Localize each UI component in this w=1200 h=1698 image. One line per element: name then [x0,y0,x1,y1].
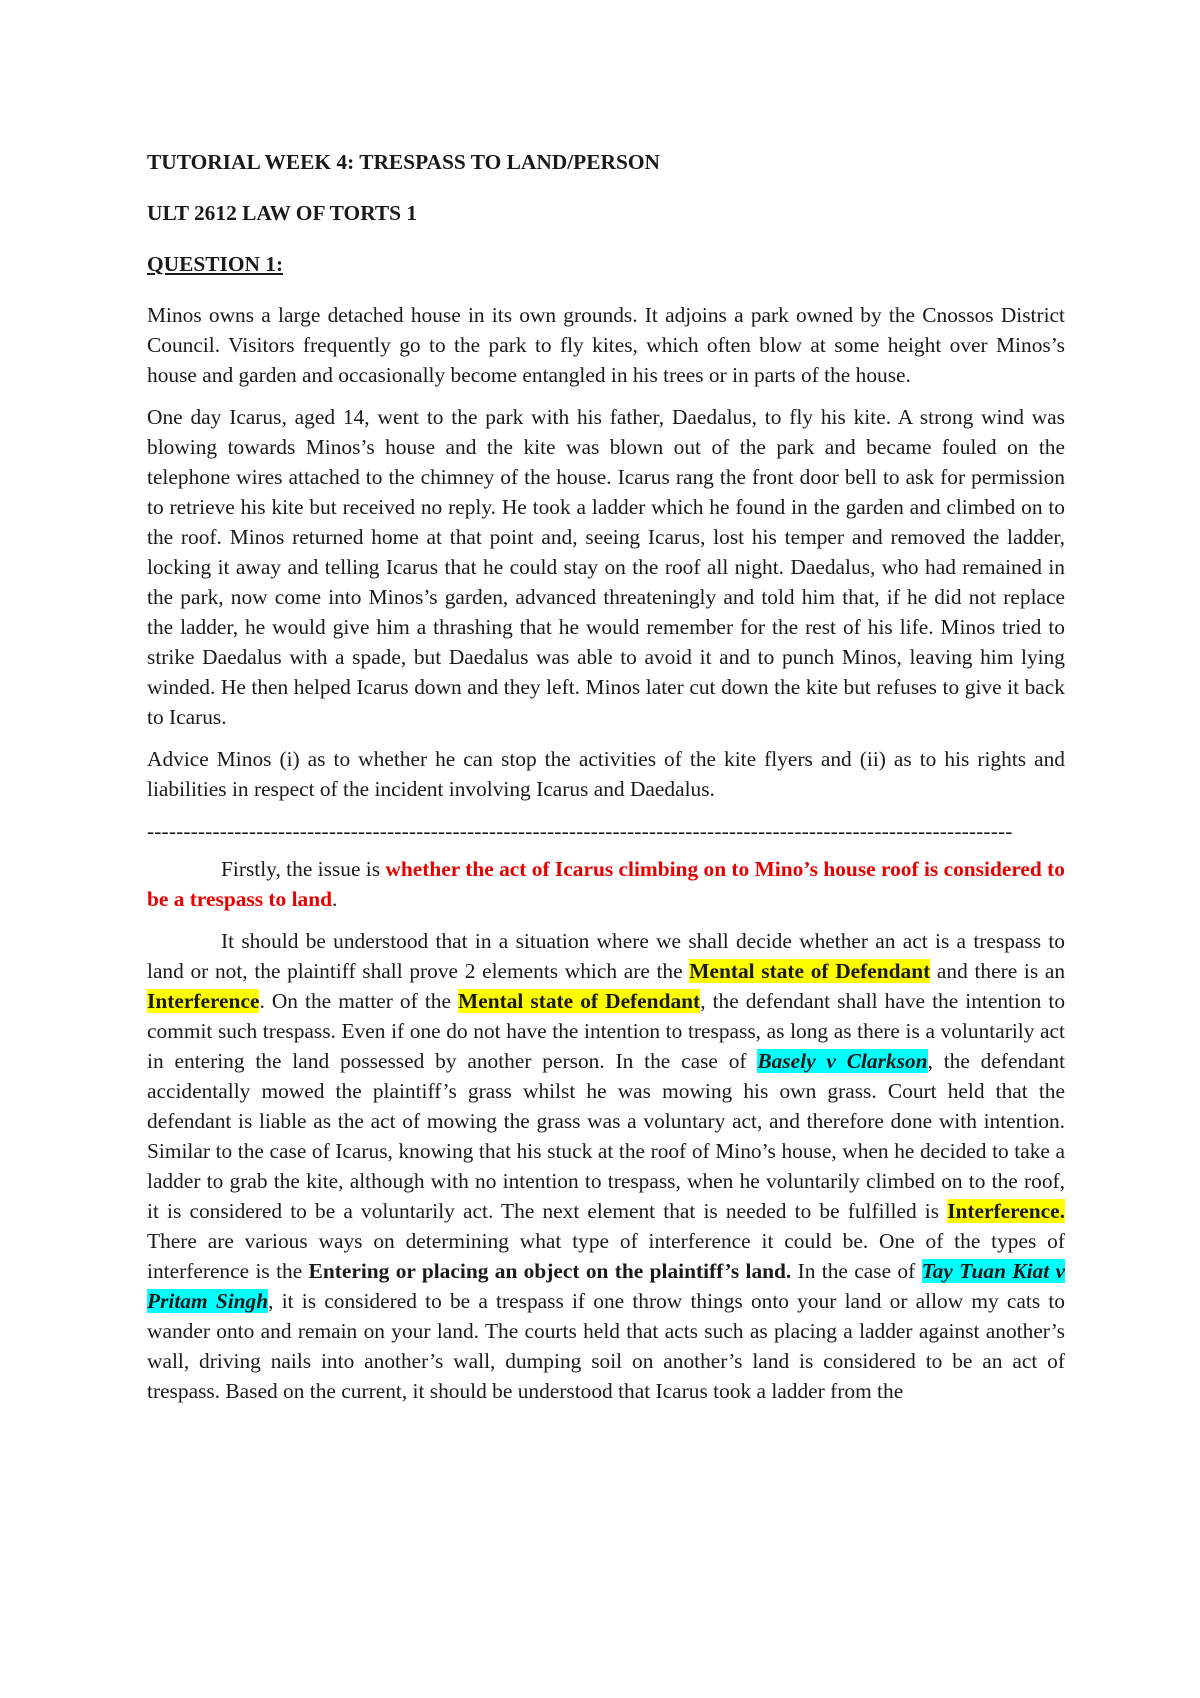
analysis-text: , it is considered to be a trespass if one throw things onto your land or allow my cats to wander onto and remain on your land. The courts held that acts such as placing a ladder against another’s wall, driving nails into another’s wall, dumping soil on another’s land is considered to be an act of trespass. Based on the current, it should be understood that Icarus took a ladder from the [147,1289,1066,1403]
bold-phrase: Entering or placing an object on the plaintiff’s land. [308,1259,792,1283]
case-citation: Tay Tuan Kiat v Pritam Singh [147,1259,1065,1313]
highlight-interference: Interference [147,989,260,1013]
answer-analysis-paragraph [147,926,1065,1406]
analysis-text: There are various ways on determining what type of interference it could be. One of the types of interference is the [147,1229,1065,1283]
analysis-text: , the defendant accidentally mowed the plaintiff’s grass whilst he was mowing his own grass. Court held that the defendant is liable as the act of mowing the grass was a voluntary act, and therefore done with intention. Similar to the case of Icarus, knowing that his stuck at the roof of Mino’s house, when he decided to take a ladder to grab the kite, although with no intention to trespass, when he voluntarily climbed on to the roof, it is considered to be a voluntarily act. The next element that is needed to be fulfilled is [147,1049,1066,1223]
issue-intro: Firstly, the issue is [221,857,386,881]
document-page [147,147,1065,1418]
highlight-interference: Interference. [947,1199,1065,1223]
analysis-text: In the case of [791,1259,922,1283]
highlight-mental-state: Mental state of Defendant [689,959,931,983]
case-citation: Basely v Clarkson [757,1049,928,1073]
analysis-text: , the defendant shall have the intention to commit such trespass. Even if one do not have the intention to trespass, as long as there is a voluntarily act in entering the land possessed by another person. In the case of [147,989,1066,1073]
issue-statement: whether the act of Icarus climbing on to Mino’s house roof is considered to be a trespass to land [147,857,1065,911]
highlight-mental-state: Mental state of Defendant [458,989,701,1013]
question-paragraph-2: One day Icarus, aged 14, went to the park with his father, Daedalus, to fly his kite. A strong wind was blowing towards Minos’s house and the kite was blown out of the park and became fouled on the telephone wires attached to the chimney of the house. Icarus rang the front door bell to ask for permission to retrieve his kite but received no reply. He took a ladder which he found in the garden and climbed on to the roof. Minos returned home at that point and, seeing Icarus, lost his temper and removed the ladder, locking it away and telling Icarus that he could stay on the roof all night. Daedalus, who had remained in the park, now come into Minos’s garden, advanced threateningly and told him that, if he did not replace the ladder, he would give him a thrashing that he would remember for the rest of his life. Minos tried to strike Daedalus with a spade, but Daedalus was able to avoid it and to punch Minos, leaving him lying winded. He then helped Icarus down and they left. Minos later cut down the kite but refuses to give it back to Icarus. [147,405,1065,729]
question-label: QUESTION 1: [147,252,284,276]
answer-issue-paragraph [147,854,1065,914]
question-paragraph-3: Advice Minos (i) as to whether he can stop the activities of the kite flyers and (ii) as to his rights and liabilities in respect of the incident involving Icarus and Daedalus. [147,747,1065,801]
analysis-text: . On the matter of the [259,989,459,1013]
course-title: ULT 2612 LAW OF TORTS 1 [147,201,418,225]
analysis-text: and there is an [930,959,1066,983]
question-paragraph-1: Minos owns a large detached house in its own grounds. It adjoins a park owned by the Cnossos District Council. Visitors frequently go to the park to fly kites, which often blow at some height over Minos’s house and garden and occasionally become entangled in his trees or in parts of the house. [147,303,1065,387]
section-divider: ----------------------------------------------------------------------------------------------------------------------- [147,819,1013,843]
issue-end: . [332,887,338,911]
analysis-text: It should be understood that in a situation where we shall decide whether an act is a trespass to land or not, the plaintiff shall prove 2 elements which are the [147,929,1065,983]
document-title: TUTORIAL WEEK 4: TRESPASS TO LAND/PERSON [147,150,660,174]
